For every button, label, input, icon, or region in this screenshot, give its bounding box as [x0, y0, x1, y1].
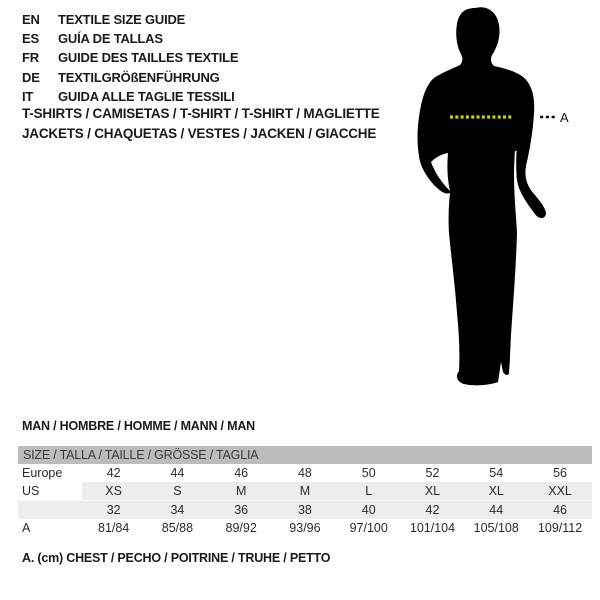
measurement-note: A. (cm) CHEST / PECHO / POITRINE / TRUHE / PETTO	[22, 551, 331, 565]
size-cell: XL	[401, 482, 465, 501]
size-cell: 97/100	[349, 521, 388, 535]
row-label: US	[18, 482, 82, 501]
size-cell: 93/96	[289, 521, 321, 535]
size-cell: 50	[361, 466, 376, 480]
size-cell: 44	[170, 466, 185, 480]
size-cell: 105/108	[473, 521, 519, 535]
category-line-tshirts: T-SHIRTS / CAMISETAS / T-SHIRT / T-SHIRT / MAGLIETTE	[22, 106, 380, 121]
man-silhouette-svg	[413, 5, 575, 390]
size-cell: XS	[82, 482, 146, 501]
language-code: DE	[22, 69, 40, 85]
language-code: ES	[22, 31, 39, 47]
language-row	[22, 48, 238, 67]
size-cell: 46	[234, 466, 249, 480]
row-label: A	[22, 521, 31, 535]
table-row-numeric	[18, 501, 592, 520]
size-cell: 85/88	[161, 521, 194, 535]
row-label: Europe	[22, 466, 63, 480]
size-cell: 52	[425, 466, 440, 480]
size-cell: 101/104	[409, 521, 456, 535]
size-cell: L	[337, 482, 401, 501]
language-row	[22, 29, 238, 48]
table-header-row	[18, 446, 592, 464]
size-cell: M	[209, 482, 273, 501]
measure-label-a: A	[560, 110, 569, 125]
language-code: FR	[22, 50, 39, 66]
size-cell: 54	[489, 466, 504, 480]
size-cell: 38	[273, 501, 337, 520]
gender-heading: MAN / HOMBRE / HOMME / MANN / MAN	[22, 419, 255, 433]
language-code: IT	[22, 88, 34, 104]
language-label: GUÍA DE TALLAS	[58, 31, 163, 47]
size-table	[18, 446, 592, 537]
size-cell: 32	[82, 501, 146, 520]
language-row	[22, 10, 238, 29]
language-list	[22, 10, 238, 106]
language-code: EN	[22, 12, 40, 27]
size-cell: 42	[106, 466, 121, 480]
size-cell: 81/84	[98, 521, 130, 535]
size-cell: 46	[528, 501, 592, 520]
row-label	[18, 501, 82, 520]
language-label: TEXTILGRÖßENFÜHRUNG	[58, 69, 220, 85]
man-silhouette	[418, 7, 547, 385]
size-cell: 89/92	[225, 521, 257, 535]
size-cell: XXL	[528, 482, 592, 501]
size-cell: 44	[464, 501, 528, 520]
size-cell: 56	[553, 466, 568, 480]
man-silhouette-figure	[413, 5, 575, 390]
table-row-us	[18, 482, 592, 501]
size-cell: 36	[209, 501, 273, 520]
language-row	[22, 68, 238, 87]
size-cell: XL	[464, 482, 528, 501]
table-row-chest	[18, 519, 592, 537]
language-label: TEXTILE SIZE GUIDE	[58, 12, 186, 27]
table-row-europe	[18, 464, 592, 482]
size-cell: S	[146, 482, 210, 501]
language-label: GUIDA ALLE TAGLIE TESSILI	[58, 88, 235, 104]
category-line-jackets: JACKETS / CHAQUETAS / VESTES / JACKEN / GIACCHE	[22, 125, 377, 141]
size-cell: M	[273, 482, 337, 501]
table-header: SIZE / TALLA / TAILLE / GRÖSSE / TAGLIA	[18, 446, 592, 464]
size-cell: 34	[146, 501, 210, 520]
size-cell: 109/112	[537, 521, 583, 535]
category-lines	[22, 104, 380, 143]
size-cell: 42	[401, 501, 465, 520]
size-cell: 48	[297, 466, 312, 480]
language-label: GUIDE DES TAILLES TEXTILE	[58, 50, 239, 66]
size-cell: 40	[337, 501, 401, 520]
